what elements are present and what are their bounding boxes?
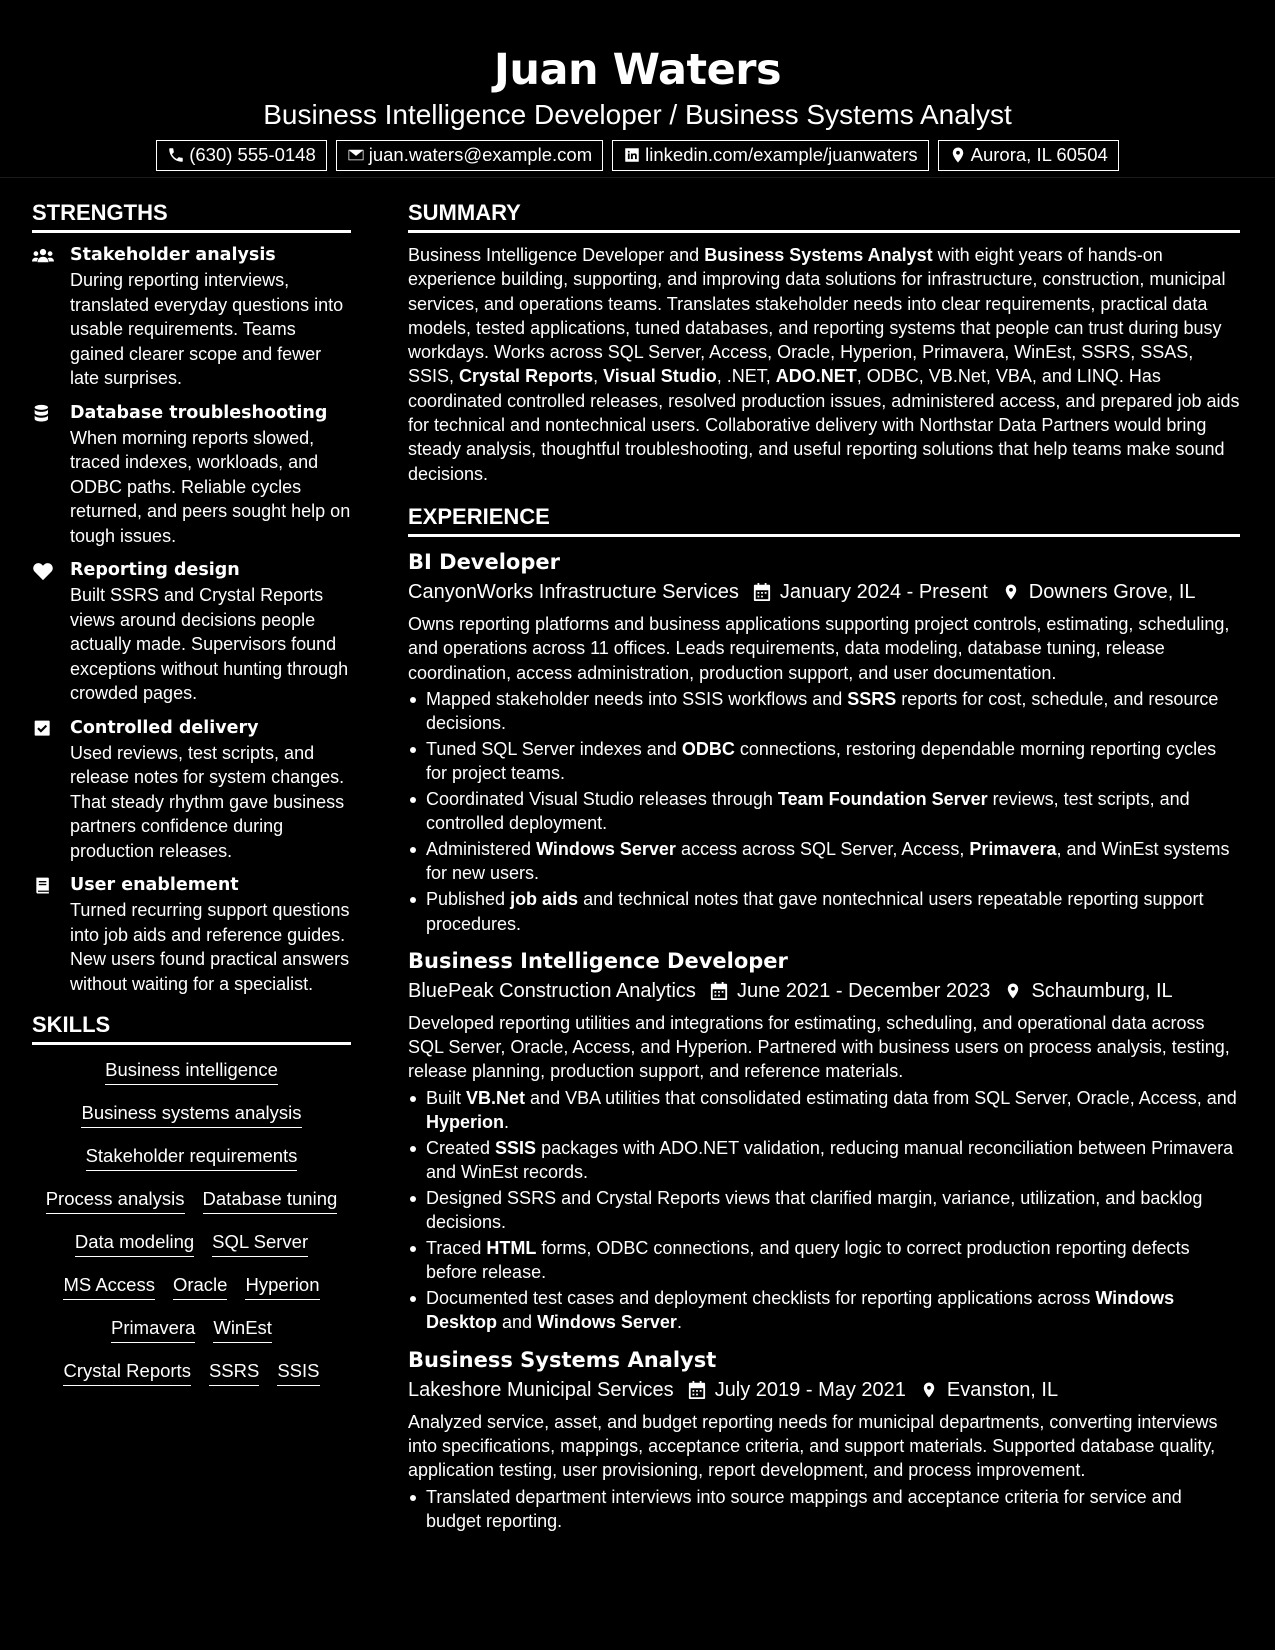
contact-phone[interactable] — [156, 140, 327, 171]
job-bullet: Created SSIS packages with ADO.NET validation, reducing manual reconciliation between Primavera and WinEst records. — [408, 1136, 1240, 1185]
job-company: BluePeak Construction Analytics — [408, 979, 696, 1002]
strength-item — [32, 558, 351, 706]
calendar-icon — [710, 981, 728, 1001]
contact-location-text: Aurora, IL 60504 — [970, 144, 1108, 165]
phone-icon — [167, 146, 185, 164]
job-dates: July 2019 - May 2021 — [714, 1378, 906, 1401]
job-dates: January 2024 - Present — [779, 580, 988, 603]
job-meta — [408, 1375, 1240, 1405]
experience-heading: EXPERIENCE — [408, 502, 1240, 537]
job-title: Business Intelligence Developer — [408, 948, 788, 973]
skill-tag: Business intelligence — [105, 1057, 278, 1085]
users-icon — [32, 246, 54, 266]
left-column — [32, 198, 351, 1401]
resume-header — [0, 0, 1275, 178]
skill-tag: Primavera — [111, 1315, 195, 1343]
strength-desc: When morning reports slowed, traced indexes, workloads, and ODBC paths. Reliable cycles returned, and peers sought help on tough issues. — [70, 427, 351, 546]
job-bullet: Traced HTML forms, ODBC connections, and query logic to correct production reporting defects before release. — [408, 1236, 1240, 1285]
job-dates: June 2021 - December 2023 — [736, 979, 991, 1002]
job-meta — [408, 577, 1240, 607]
checkbox-icon — [32, 719, 54, 739]
contact-linkedin[interactable] — [612, 140, 929, 171]
job-description: Owns reporting platforms and business applications supporting project controls, estimating, scheduling, and operations across 11 offices. Leads requirements, data modeling, database tuning, release coordination, access administration, production support, and user documentation. — [408, 613, 1230, 683]
map-pin-icon — [1004, 981, 1022, 1001]
contact-linkedin-text: linkedin.com/example/juanwaters — [645, 144, 918, 165]
calendar-icon — [753, 582, 771, 602]
database-icon — [32, 404, 54, 424]
strengths-heading: STRENGTHS — [32, 198, 351, 233]
skill-tag: Oracle — [173, 1272, 228, 1300]
strength-desc: Used reviews, test scripts, and release notes for system changes. That steady rhythm gave business partners confidence during production releases. — [70, 742, 345, 861]
skills-heading: SKILLS — [32, 1010, 351, 1045]
job-bullet: Translated department interviews into source mappings and acceptance criteria for service and budget reporting. — [408, 1485, 1240, 1534]
map-pin-icon — [949, 146, 967, 164]
skill-tag: MS Access — [63, 1272, 155, 1300]
job-bullets — [408, 1086, 1240, 1335]
skill-tag: SSIS — [277, 1358, 319, 1386]
right-column — [408, 198, 1240, 1543]
job-bullet: Designed SSRS and Crystal Reports views that clarified margin, variance, utilization, and backlog decisions. — [408, 1186, 1240, 1235]
skill-tag: Data modeling — [75, 1229, 194, 1257]
calendar-icon — [688, 1380, 706, 1400]
strength-desc: During reporting interviews, translated everyday questions into usable requirements. Teams gained clearer scope and fewer late surprises. — [70, 270, 344, 388]
job-company: Lakeshore Municipal Services — [408, 1378, 674, 1401]
job-title: Business Systems Analyst — [408, 1347, 717, 1372]
job-meta — [408, 976, 1240, 1006]
skill-tag: Crystal Reports — [63, 1358, 190, 1386]
contact-email[interactable] — [336, 140, 603, 171]
job-bullets — [408, 687, 1240, 936]
strength-desc: Turned recurring support questions into job aids and reference guides. New users found practical answers without waiting for a specialist. — [70, 900, 350, 994]
job-bullet: Documented test cases and deployment checklists for reporting applications across Windows Desktop and Windows Server. — [408, 1286, 1240, 1335]
skill-tag: Hyperion — [245, 1272, 319, 1300]
job-description: Developed reporting utilities and integrations for estimating, scheduling, and operational data across SQL Server, Oracle, Access, and Hyperion. Partnered with business users on process analysis, testing, release planning, production support, and reference materials. — [408, 1012, 1230, 1082]
strength-desc: Built SSRS and Crystal Reports views around decisions people actually made. Supervisors found exceptions without hunting through crowded pages. — [70, 585, 349, 703]
skill-tag: SQL Server — [212, 1229, 308, 1257]
strength-item — [32, 873, 351, 996]
job-company: CanyonWorks Infrastructure Services — [408, 580, 739, 603]
contact-phone-text: (630) 555-0148 — [189, 144, 316, 165]
book-icon — [32, 876, 54, 896]
experience-list — [408, 547, 1240, 1533]
skill-tag: SSRS — [209, 1358, 259, 1386]
skill-tag: Database tuning — [203, 1186, 338, 1214]
job-title: BI Developer — [408, 549, 560, 574]
skill-tag: Process analysis — [46, 1186, 185, 1214]
job-bullet: Published job aids and technical notes that gave nontechnical users repeatable reporting support procedures. — [408, 887, 1240, 936]
strength-item — [32, 243, 351, 391]
strength-item — [32, 401, 351, 549]
candidate-title: Business Intelligence Developer / Business Systems Analyst — [263, 99, 1012, 130]
map-pin-icon — [1002, 582, 1020, 602]
strength-name: Database troubleshooting — [70, 402, 328, 423]
summary-text: Business Intelligence Developer and Business Systems Analyst with eight years of hands-on experience building, supporting, and improving data solutions for infrastructure, construction, municipal services, and operations teams. Translates stakeholder needs into clear requirements, practical data models, tested applications, tuned databases, and reporting systems that people can trust during busy workdays. Works across SQL Server, Access, Oracle, Hyperion, Primavera, WinEst, SSRS, SSAS, SSIS, Crystal Reports, Visual Studio, .NET, ADO.NET, ODBC, VB.Net, VBA, and LINQ. Has coordinated controlled releases, resolved production issues, administered access, and prepared job aids for technical and nontechnical users. Collaborative delivery with Northstar Data Partners would bring steady analysis, thoughtful troubleshooting, and useful reporting solutions that help teams make sound decisions. — [408, 245, 1240, 484]
strength-name: User enablement — [70, 875, 239, 895]
skill-tag: Business systems analysis — [81, 1100, 301, 1128]
envelope-icon — [347, 146, 365, 164]
job-bullet: Mapped stakeholder needs into SSIS workflows and SSRS reports for cost, schedule, and resource decisions. — [408, 687, 1240, 736]
job-entry — [408, 1345, 1240, 1533]
strength-item — [32, 716, 351, 864]
candidate-name: Juan Waters — [493, 45, 782, 95]
strength-name: Controlled delivery — [70, 717, 259, 738]
job-location: Evanston, IL — [946, 1378, 1059, 1401]
contact-location — [938, 140, 1119, 171]
contact-email-text: juan.waters@example.com — [368, 144, 593, 165]
strength-name: Reporting design — [70, 560, 240, 580]
summary-heading: SUMMARY — [408, 198, 1240, 233]
job-entry — [408, 547, 1240, 936]
job-description: Analyzed service, asset, and budget reporting needs for municipal departments, converting interviews into specifications, mappings, acceptance criteria, and support materials. Supported database quality, application testing, user provisioning, report development, and process improvement. — [408, 1411, 1218, 1481]
skill-tag: WinEst — [213, 1315, 272, 1343]
skills-list — [32, 1057, 351, 1386]
job-bullets — [408, 1485, 1240, 1534]
job-bullet: Administered Windows Server access across SQL Server, Access, Primavera, and WinEst systems for new users. — [408, 837, 1240, 886]
linkedin-icon — [623, 146, 641, 164]
job-entry — [408, 946, 1240, 1335]
strength-name: Stakeholder analysis — [70, 245, 276, 265]
job-location: Schaumburg, IL — [1031, 979, 1173, 1002]
heart-icon — [32, 561, 54, 581]
skill-tag: Stakeholder requirements — [86, 1143, 298, 1171]
contact-bar — [0, 140, 1275, 171]
job-bullet: Coordinated Visual Studio releases through Team Foundation Server reviews, test scripts, and controlled deployment. — [408, 787, 1240, 836]
job-location: Downers Grove, IL — [1028, 580, 1196, 603]
map-pin-icon — [920, 1380, 938, 1400]
job-bullet: Built VB.Net and VBA utilities that consolidated estimating data from SQL Server, Oracle, Access, and Hyperion. — [408, 1086, 1240, 1135]
job-bullet: Tuned SQL Server indexes and ODBC connections, restoring dependable morning reporting cycles for project teams. — [408, 737, 1240, 786]
